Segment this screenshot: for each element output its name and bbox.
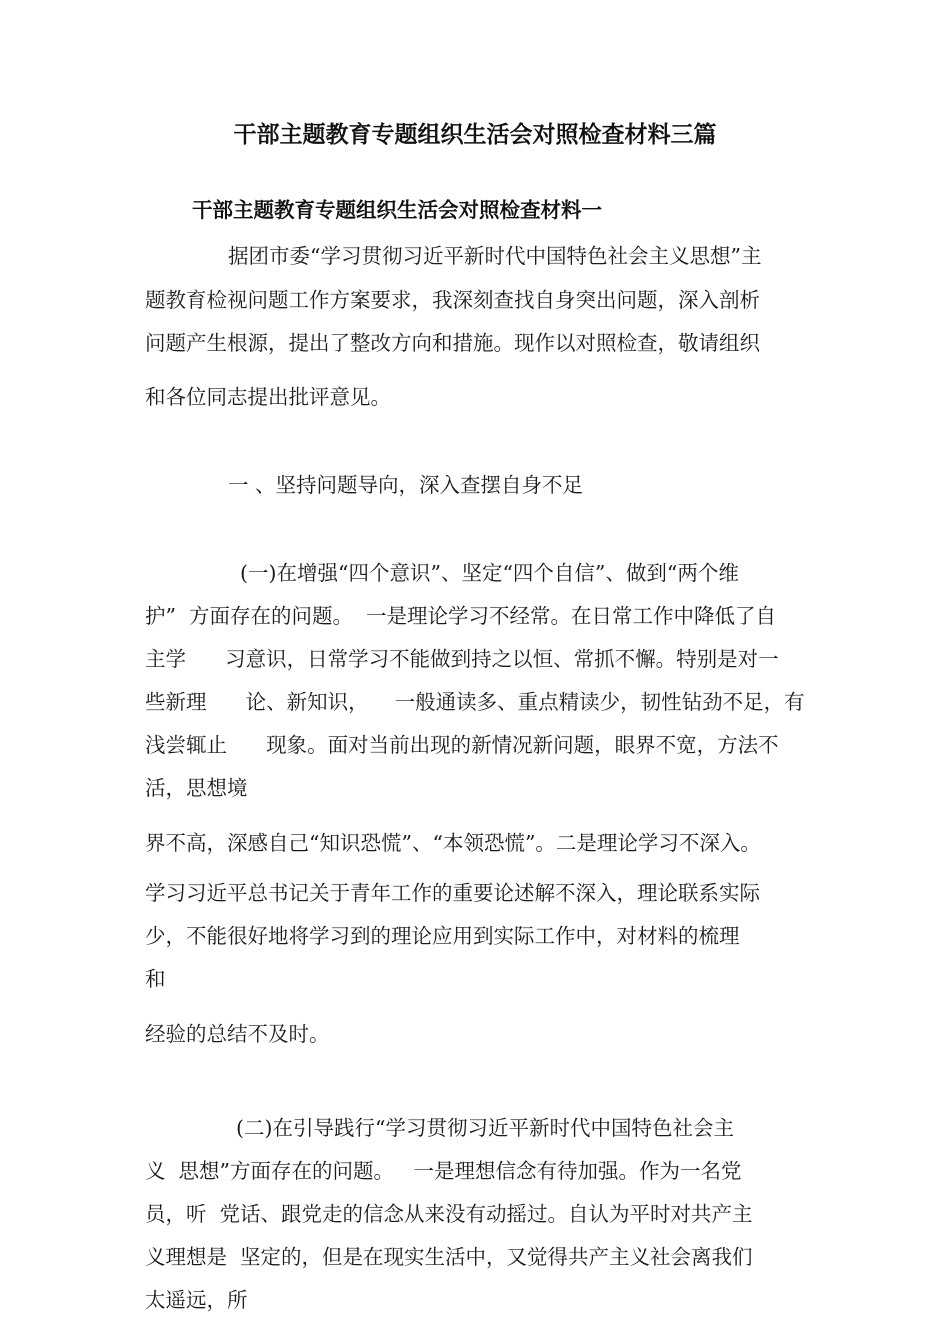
paragraph-line: 经验的总结不及时。: [145, 1022, 330, 1046]
intro-line: 和各位同志提出批评意见。: [145, 385, 391, 409]
intro-line: 问题产生根源，提出了整改方向和措施。现作以对照检查，敬请组织: [145, 331, 760, 355]
paragraph-line: 学习习近平总书记关于青年工作的重要论述解不深入，理论联系实际: [145, 881, 760, 905]
document-subtitle: 干部主题教育专题组织生活会对照检查材料一: [192, 198, 602, 222]
paragraph-line: 护” 方面存在的问题。 一是理论学习不经常。在日常工作中降低了自: [145, 604, 777, 628]
intro-line: 据团市委“学习贯彻习近平新时代中国特色社会主义思想”主: [228, 244, 762, 268]
paragraph-line: 和: [145, 967, 166, 991]
paragraph-line: 浅尝辄止 现象。面对当前出现的新情况新问题，眼界不宽，方法不: [145, 733, 779, 757]
paragraph-line: 太遥远，所: [145, 1288, 248, 1312]
document-title: 干部主题教育专题组织生活会对照检查材料三篇: [233, 121, 717, 148]
intro-line: 题教育检视问题工作方案要求，我深刻查找自身突出问题，深入剖析: [145, 288, 760, 312]
paragraph-line: 界不高，深感自己“知识恐慌”、“本领恐慌”。二是理论学习不深入。: [145, 831, 761, 855]
paragraph-line: 义理想是 坚定的，但是在现实生活中，又觉得共产主义社会离我们: [145, 1245, 753, 1269]
paragraph-line: 主学 习意识，日常学习不能做到持之以恒、常抓不懈。特别是对一: [145, 647, 779, 671]
paragraph-line: 活，思想境: [145, 776, 248, 800]
paragraph-line: (二)在引导践行“学习贯彻习近平新时代中国特色社会主: [236, 1116, 734, 1140]
section-heading: 一 、坚持问题导向，深入查摆自身不足: [228, 473, 584, 497]
paragraph-line: 义 思想”方面存在的问题。 一是理想信念有待加强。作为一名党: [145, 1159, 742, 1183]
paragraph-line: (一)在增强“四个意识”、坚定“四个自信”、做到“两个维: [240, 561, 739, 585]
paragraph-line: 少，不能很好地将学习到的理论应用到实际工作中，对材料的梳理: [145, 924, 740, 948]
paragraph-line: 些新理 论、新知识， 一般通读多、重点精读少，韧性钻劲不足，有: [145, 690, 805, 714]
paragraph-line: 员，听 党话、跟党走的信念从来没有动摇过。自认为平时对共产主: [145, 1202, 753, 1226]
